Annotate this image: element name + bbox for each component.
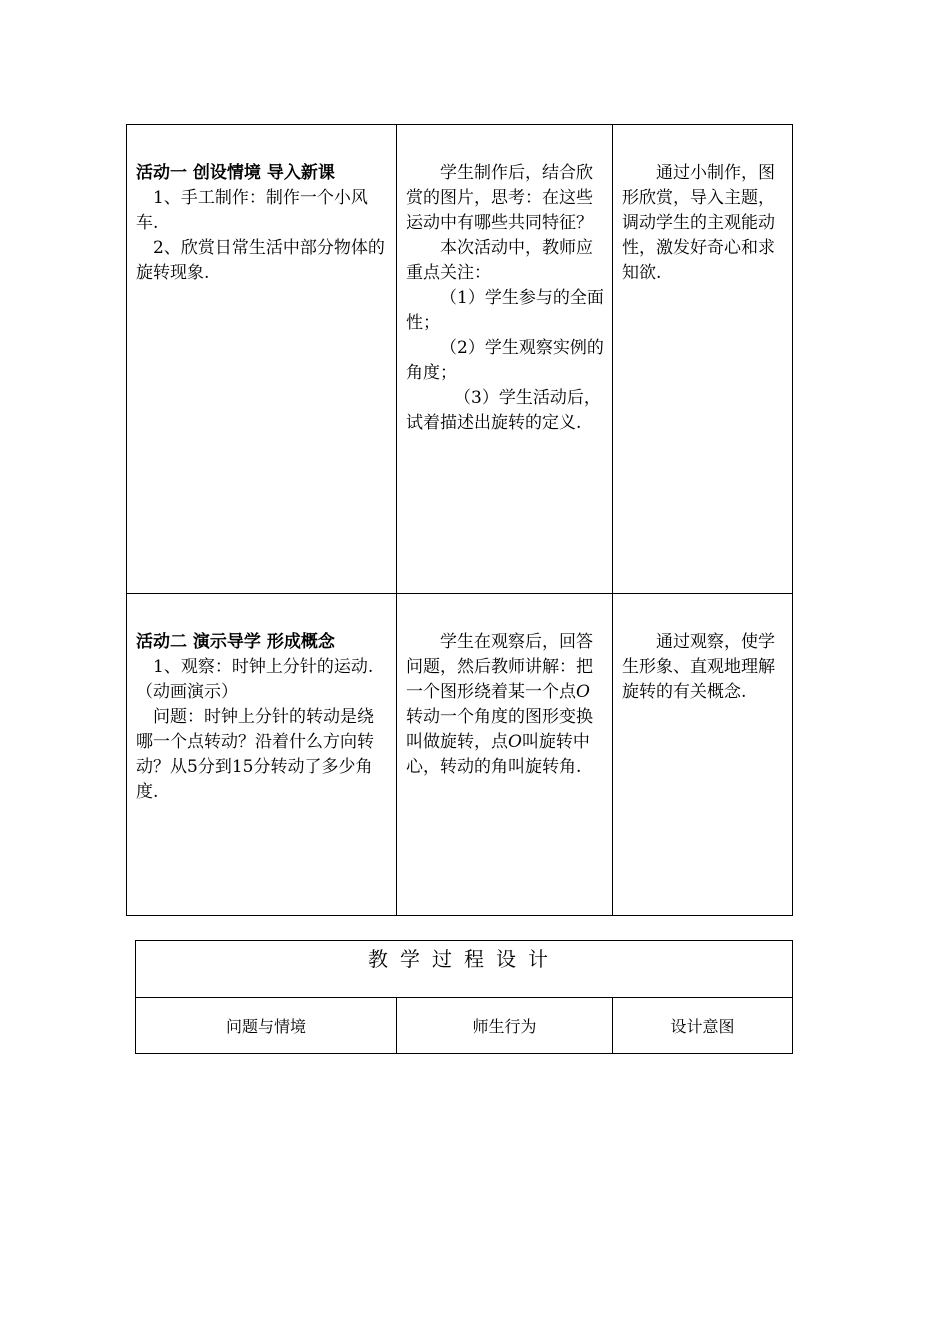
activity1-intent: 通过小制作，图形欣赏，导入主题，调动学生的主观能动性，激发好奇心和求知欲. [622,163,775,283]
design-table [135,940,793,1054]
activity2-intent-cell [613,594,793,916]
activity1-behavior-point-1: （1）学生参与的全面性； [406,288,604,333]
activity1-item-2: 2、欣赏日常生活中部分物体的旋转现象. [136,238,385,283]
activity1-item-1: 1、手工制作：制作一个小风车. [136,188,368,233]
point-o-label: O [508,732,522,752]
activity2-behavior-part2: 转动一个角度的图形变换叫做旋转，点 [406,707,593,752]
activity1-behavior-focus: 本次活动中，教师应重点关注： [406,238,593,283]
activity2-heading: 活动二 演示导学 形成概念 [136,632,335,652]
activity1-behavior-point-2: （2）学生观察实例的角度； [406,338,604,383]
column-header-behavior: 师生行为 [397,998,613,1054]
activity-table [126,124,793,916]
column-header-intent: 设计意图 [613,998,793,1054]
activity1-intent-cell [613,125,793,594]
activity2-behavior-cell [397,594,613,916]
activity2-situation-cell [127,594,397,916]
design-title-row [136,941,793,998]
activity2-item-2: 问题：时钟上分针的转动是绕哪一个点转动？沿着什么方向转动？从5分到15分转动了多少角度. [136,707,374,802]
design-title-cell [136,941,793,998]
activity2-intent: 通过观察，使学生形象、直观地理解旋转的有关概念. [622,632,775,702]
activity1-behavior-cell [397,125,613,594]
activity2-item-1: 1、观察：时钟上分针的运动.（动画演示） [136,657,374,702]
activity1-behavior-point-3: （3）学生活动后，试着描述出旋转的定义. [406,388,601,433]
activity1-heading: 活动一 创设情境 导入新课 [136,163,335,183]
column-header-situation: 问题与情境 [136,998,397,1054]
activity2-behavior [406,630,604,780]
point-o-label: O [576,682,590,702]
design-header-row [136,998,793,1054]
activity2-row [127,594,793,916]
activity1-behavior-intro: 学生制作后，结合欣赏的图片，思考：在这些运动中有哪些共同特征？ [406,163,593,233]
design-title: 教学过程设计 [368,947,560,971]
activity1-situation-cell [127,125,397,594]
activity2-behavior-part1: 学生在观察后，回答问题，然后教师讲解：把一个图形绕着某一个点 [406,632,593,702]
activity2-behavior-part3: 叫旋转中心，转动的角叫旋转角. [406,732,590,777]
activity1-row [127,125,793,594]
